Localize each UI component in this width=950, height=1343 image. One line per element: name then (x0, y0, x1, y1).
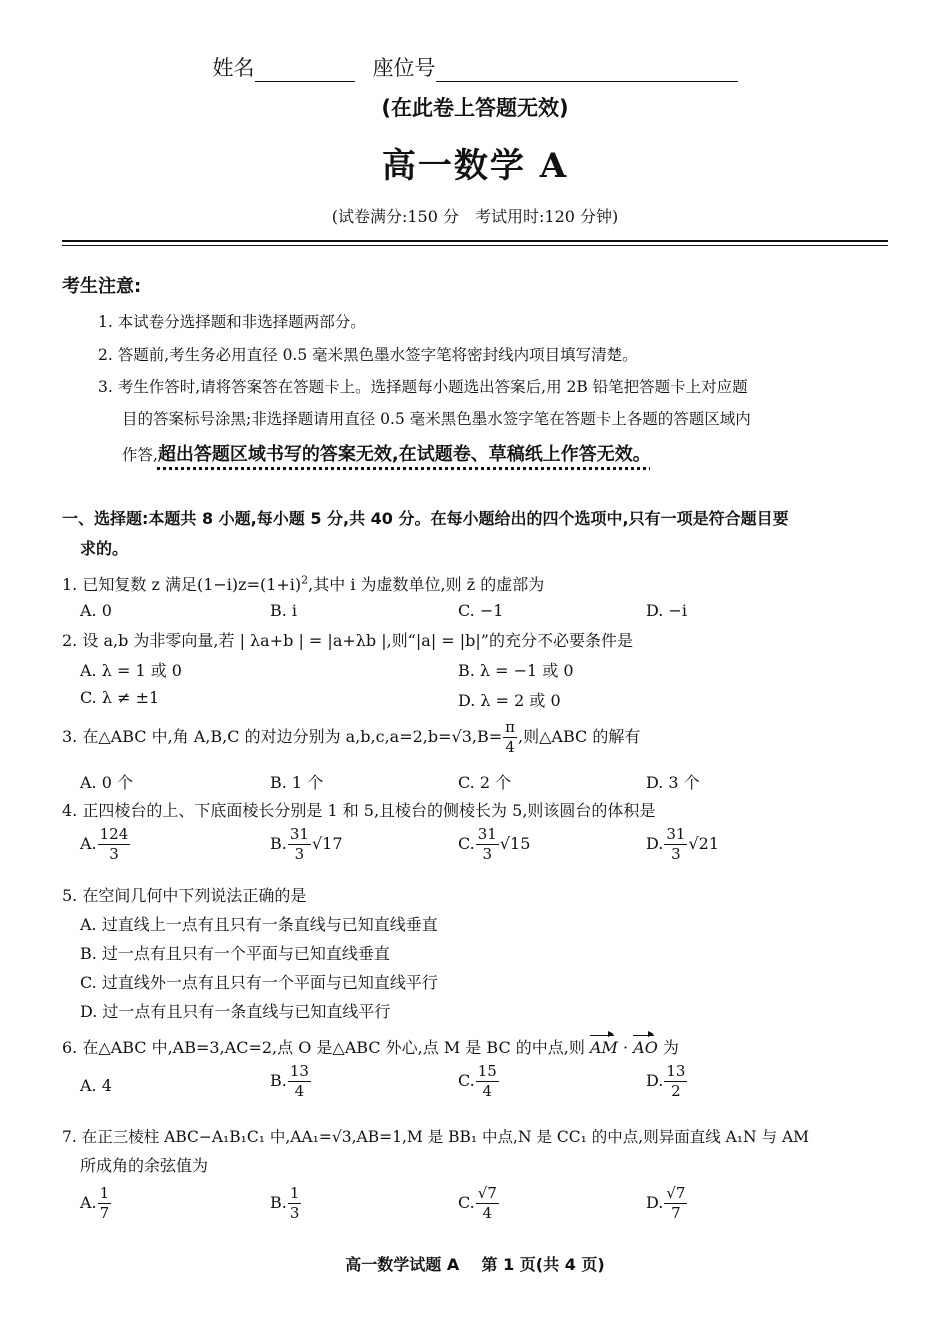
q4-b-label: B. (270, 834, 287, 853)
q6-option-c (458, 1064, 500, 1099)
q6-vector-am: AM (589, 1038, 618, 1057)
q7-c-label: C. (458, 1193, 475, 1212)
q6-d-label: D. (646, 1071, 664, 1090)
name-blank (255, 61, 355, 82)
q6-stem-pre: 6. 在△ABC 中,AB=3,AC=2,点 O 是△ABC 外心,点 M 是 BC 的中点,则 (62, 1038, 590, 1057)
name-label: 姓名 (212, 56, 255, 80)
question-5: 5. 在空间几何中下列说法正确的是 (62, 886, 307, 905)
footer-page-number: 第 1 页(共 4 页) (481, 1255, 605, 1274)
q6-c-den: 4 (482, 1082, 493, 1100)
q7-b-den: 3 (289, 1204, 300, 1222)
q4-d-den: 3 (671, 845, 681, 863)
q2-option-b: B. λ = −1 或 0 (458, 661, 574, 680)
q3-option-c: C. 2 个 (458, 773, 512, 792)
q7-a-frac (98, 1186, 112, 1221)
section-1-heading-cont: 求的。 (80, 539, 129, 558)
q6-c-frac (476, 1064, 499, 1099)
q6-b-label: B. (270, 1071, 287, 1090)
notice-item-3-line-2: 目的答案标号涂黑;非选择题请用直径 0.5 毫米黑色墨水签字笔在答题卡上各题的答题区域内 (122, 410, 751, 428)
notice-item-3-pre: 作答, (122, 446, 158, 464)
q4-option-b (270, 827, 343, 862)
q7-c-frac (476, 1186, 499, 1221)
q6-option-d (646, 1064, 688, 1099)
q7-d-den: 7 (671, 1204, 681, 1222)
footer-subject: 高一数学试题 A (345, 1255, 460, 1274)
q1-option-a: A. 0 (80, 601, 112, 620)
notice-item-3-line-3 (122, 440, 651, 466)
q7-c-num: √7 (477, 1184, 497, 1202)
q2-option-c: C. λ ≠ ±1 (80, 688, 160, 707)
section-1-heading: 一、选择题:本题共 8 小题,每小题 5 分,共 40 分。在每小题给出的四个选项中,只有一项是符合题目要 (62, 509, 789, 528)
notice-item-1: 1. 本试卷分选择题和非选择题两部分。 (98, 313, 366, 331)
notice-emphasis: 超出答题区域书写的答案无效,在试题卷、草稿纸上作答无效。 (157, 444, 651, 465)
q6-option-b (270, 1064, 312, 1099)
q6-vector-ao: AO (633, 1038, 658, 1057)
q2-option-d: D. λ = 2 或 0 (458, 691, 561, 710)
q3-stem-post: ,则△ABC 的解有 (518, 727, 641, 746)
q4-option-a (80, 827, 131, 862)
invalid-note: (在此卷上答题无效) (381, 96, 569, 120)
q7-option-b (270, 1186, 302, 1221)
q4-option-d (646, 827, 719, 862)
q7-d-label: D. (646, 1193, 664, 1212)
question-6 (62, 1035, 679, 1058)
notice-item-2: 2. 答题前,考生务必用直径 0.5 毫米黑色墨水签字笔将密封线内项目填写清楚。 (98, 346, 638, 364)
q4-d-root: √21 (688, 834, 719, 853)
q3-frac-num: π (505, 718, 516, 736)
q7-a-label: A. (80, 1193, 97, 1212)
q4-b-den: 3 (294, 845, 305, 863)
q4-a-label: A. (80, 834, 97, 853)
q7-a-den: 7 (99, 1204, 110, 1222)
q3-option-d: D. 3 个 (646, 773, 700, 792)
q1-option-c: C. −1 (458, 601, 504, 620)
seat-blank (436, 61, 738, 82)
exam-title: 高一数学 A (381, 146, 569, 186)
q6-d-num: 13 (666, 1062, 686, 1080)
q6-d-den: 2 (671, 1082, 681, 1100)
q5-option-d: D. 过一点有且只有一条直线与已知直线平行 (80, 1002, 391, 1021)
q4-d-label: D. (646, 834, 664, 853)
q2-option-a: A. λ = 1 或 0 (80, 661, 182, 680)
q4-c-den: 3 (482, 845, 493, 863)
q4-c-frac (476, 827, 499, 862)
q3-fraction (503, 720, 517, 755)
q1-option-b: B. i (270, 601, 298, 620)
q7-a-num: 1 (99, 1184, 110, 1202)
q7-option-a (80, 1186, 112, 1221)
q4-a-den: 3 (109, 845, 119, 863)
q4-d-frac (664, 827, 687, 862)
q5-option-a: A. 过直线上一点有且只有一条直线与已知直线垂直 (80, 915, 438, 934)
q6-b-num: 13 (289, 1062, 309, 1080)
q4-c-label: C. (458, 834, 475, 853)
q4-c-num: 31 (477, 825, 497, 843)
q4-c-root: √15 (499, 834, 531, 853)
q6-b-frac (288, 1064, 311, 1099)
q7-option-d (646, 1186, 688, 1221)
notice-item-3-line-1: 3. 考生作答时,请将答案答在答题卡上。选择题每小题选出答案后,用 2B 铅笔把答题卡上对应题 (98, 378, 748, 396)
q7-c-den: 4 (482, 1204, 493, 1222)
q7-option-c (458, 1186, 500, 1221)
q3-frac-den: 4 (505, 738, 515, 756)
q4-option-c (458, 827, 530, 862)
divider-top (62, 240, 888, 242)
q7-b-num: 1 (289, 1184, 300, 1202)
question-1 (62, 572, 544, 595)
q6-c-num: 15 (477, 1062, 497, 1080)
q6-stem-post: 为 (657, 1038, 679, 1057)
q4-b-num: 31 (289, 825, 309, 843)
seat-label: 座位号 (372, 56, 436, 80)
question-2: 2. 设 a,b 为非零向量,若 | λa+b | = |a+λb |,则“|a| = |b|”的充分不必要条件是 (62, 631, 633, 650)
notice-heading: 考生注意: (62, 276, 142, 297)
q7-b-label: B. (270, 1193, 287, 1212)
q7-b-frac (288, 1186, 302, 1221)
question-4: 4. 正四棱台的上、下底面棱长分别是 1 和 5,且棱台的侧棱长为 5,则该圆台的体积是 (62, 801, 656, 820)
q7-d-num: √7 (666, 1184, 686, 1202)
q6-d-frac (664, 1064, 687, 1099)
q1-option-d: D. −i (646, 601, 687, 620)
q3-stem-pre: 3. 在△ABC 中,角 A,B,C 的对边分别为 a,b,c,a=2,b=√3,B= (62, 727, 503, 746)
q4-d-num: 31 (666, 825, 686, 843)
q1-stem-post: ,其中 i 为虚数单位,则 z̄ 的虚部为 (308, 575, 545, 594)
q4-b-root: √17 (311, 834, 343, 853)
divider-bottom (62, 245, 888, 246)
question-3 (62, 720, 640, 755)
q1-exponent: 2 (301, 573, 309, 587)
page-footer (0, 1252, 950, 1275)
q7-d-frac (664, 1186, 687, 1221)
q1-stem-pre: 1. 已知复数 z 满足(1−i)z=(1+i) (62, 575, 302, 594)
q3-option-a: A. 0 个 (80, 773, 133, 792)
q4-a-frac (98, 827, 131, 862)
q4-a-num: 124 (99, 825, 129, 843)
q5-option-b: B. 过一点有且只有一个平面与已知直线垂直 (80, 944, 390, 963)
q4-b-frac (288, 827, 311, 862)
student-info-row (0, 52, 950, 82)
q5-option-c: C. 过直线外一点有且只有一个平面与已知直线平行 (80, 973, 438, 992)
q6-option-a: A. 4 (80, 1076, 112, 1095)
exam-info: (试卷满分:150 分 考试用时:120 分钟) (331, 207, 619, 226)
question-7: 7. 在正三棱柱 ABC−A₁B₁C₁ 中,AA₁=√3,AB=1,M 是 BB₁ 中点,N 是 CC₁ 的中点,则异面直线 A₁N 与 AM (62, 1128, 810, 1146)
question-7-cont: 所成角的余弦值为 (80, 1156, 209, 1175)
q6-b-den: 4 (294, 1082, 305, 1100)
q3-option-b: B. 1 个 (270, 773, 324, 792)
q6-dot: · (617, 1038, 634, 1057)
q6-c-label: C. (458, 1071, 475, 1090)
